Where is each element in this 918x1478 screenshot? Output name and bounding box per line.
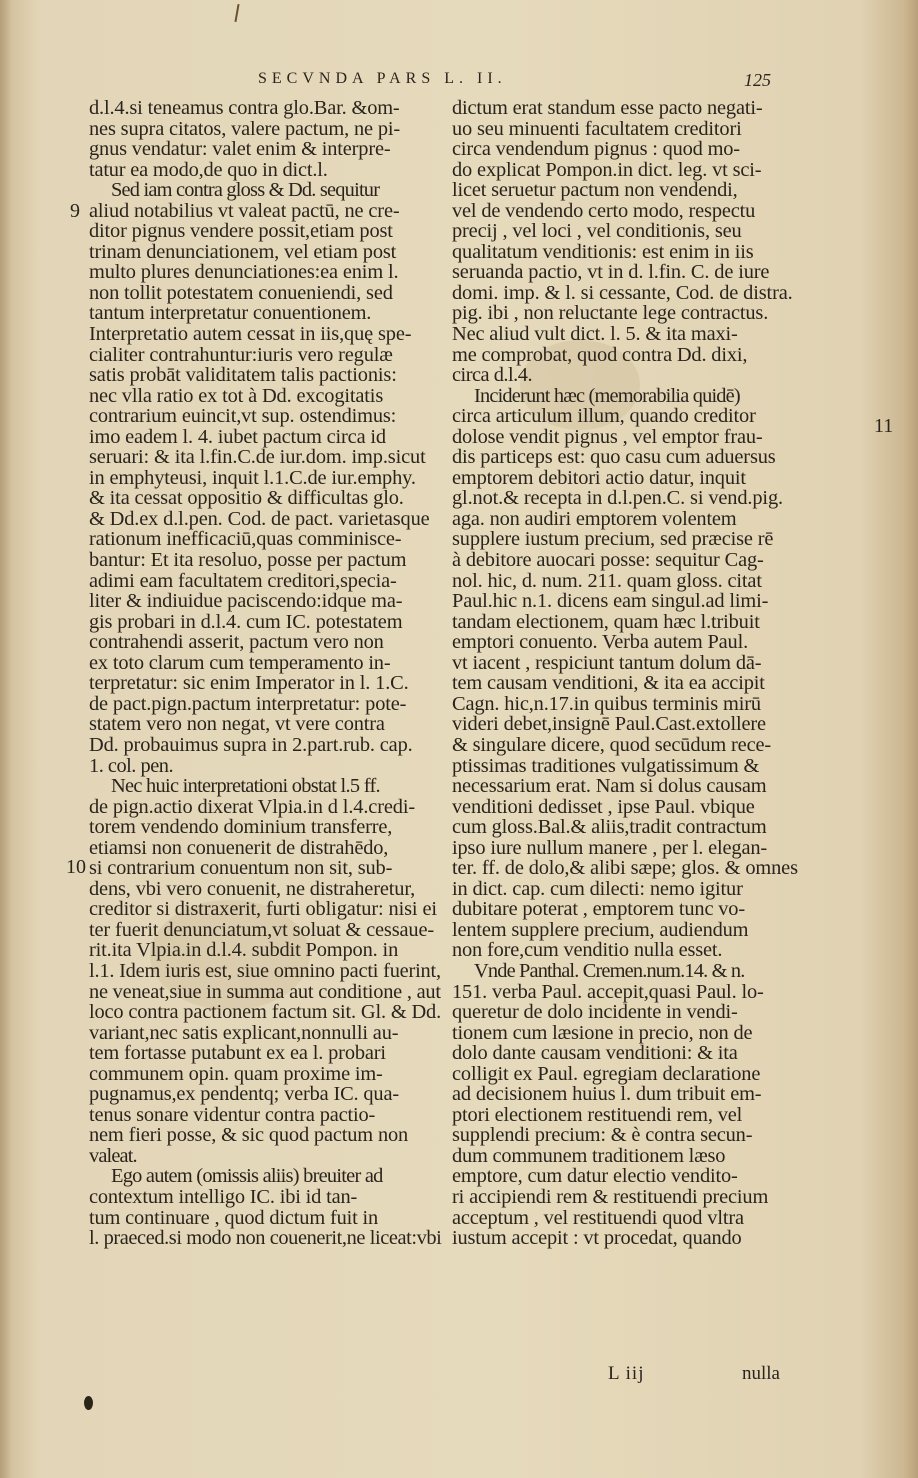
text-line: dolose vendit pignus , vel emptor frau- xyxy=(452,425,763,448)
text-line: tatur ea modo,de quo in dict.l. xyxy=(89,158,328,181)
text-line: dis particeps est: quo casu cum aduersus xyxy=(452,446,776,469)
text-line: cialiter contrahuntur:iuris vero regulæ xyxy=(89,343,393,366)
text-line: 1. col. pen. xyxy=(89,754,174,777)
text-line: supplere iustum precium, sed præcise rē xyxy=(452,528,774,551)
text-line: statem vero non negat, vt vere contra xyxy=(89,713,385,736)
text-line: liter & indiuidue paciscendo:idque ma- xyxy=(89,590,403,613)
text-line: emptorem debitori actio datur, inquit xyxy=(452,466,746,489)
text-line: rationum inefficaciū,quas comminisce- xyxy=(89,528,402,551)
text-line: ptissimas traditiones vulgatissimum & xyxy=(452,754,760,777)
text-line: tum continuare , quod dictum fuit in xyxy=(89,1206,379,1229)
text-line: tantum interpretatur conuentionem. xyxy=(89,302,372,325)
text-line: valeat. xyxy=(89,1144,137,1167)
text-line: ter. ff. de dolo,& alibi sæpe; glos. & omnes xyxy=(452,857,798,880)
text-line: lentem supplere precium, audiendum xyxy=(452,918,749,941)
text-line: l.1. Idem iuris est, siue omnino pacti fuerint, xyxy=(89,959,441,982)
text-line: venditioni dedisset , ipse Paul. vbique xyxy=(452,795,755,818)
text-line: dubitare poterat , emptorem tunc vo- xyxy=(452,898,745,921)
text-line: cum gloss.Bal.& aliis,tradit contractum xyxy=(452,816,767,839)
text-line: domi. imp. & l. si cessante, Cod. de distra. xyxy=(452,281,793,304)
text-line: de pact.pign.pactum interpretatur: pote- xyxy=(89,692,407,715)
text-line: contextum intelligo IC. ibi id tan- xyxy=(89,1185,358,1208)
text-line: rit.ita Vlpia.in d.l.4. subdit Pompon. in xyxy=(89,939,399,962)
text-line: ipso iure nullum manere , per l. elegan- xyxy=(452,836,768,859)
text-line: gnus vendatur: valet enim & interpre- xyxy=(89,138,391,161)
text-line: aliud notabilius vt valeat pactū, ne cre- xyxy=(89,199,400,222)
text-line: dens, vbi vero conuenit, ne distraheretur, xyxy=(89,877,416,900)
text-line: gl.not.& recepta in d.l.pen.C. si vend.pig. xyxy=(452,487,783,510)
text-line: ri accipiendi rem & restituendi precium xyxy=(452,1185,769,1208)
text-line: nec vlla ratio ex tot à Dd. excogitatis xyxy=(89,384,384,407)
text-line: Dd. probauimus supra in 2.part.rub. cap. xyxy=(89,733,413,756)
text-line: do explicat Pompon.in dict. leg. vt sci- xyxy=(452,158,762,181)
text-line: non tollit potestatem conueniendi, sed xyxy=(89,281,393,304)
page-number: 125 xyxy=(744,70,771,90)
text-line: Ego autem (omissis aliis) breuiter ad xyxy=(111,1165,383,1188)
ink-blot xyxy=(84,1396,93,1410)
text-line: ne veneat,siue in summa aut conditione , aut xyxy=(89,980,441,1003)
margin-number: 10 xyxy=(66,856,86,878)
text-line: & Dd.ex d.l.pen. Cod. de pact. varietasque xyxy=(89,507,430,530)
text-line: tem causam venditioni, & ita ea accipit xyxy=(452,672,765,695)
text-line: ditor pignus vendere possit,etiam post xyxy=(89,220,393,243)
text-line: loco contra pactionem factum sit. Gl. & Dd. xyxy=(89,1001,442,1024)
running-title: SECVNDA PARS L. II. xyxy=(258,70,507,87)
catchword: nulla xyxy=(742,1363,780,1384)
text-line: Nec aliud vult dict. l. 5. & ita maxi- xyxy=(452,323,738,346)
text-line: uo seu minuenti facultatem creditori xyxy=(452,117,742,140)
text-line: seruari: & ita l.fin.C.de iur.dom. imp.sicut xyxy=(89,446,426,469)
text-line: acceptum , vel restituendi quod vltra xyxy=(452,1206,744,1229)
text-line: Interpretatio autem cessat in iis,quę spe- xyxy=(89,323,412,346)
text-line: ter fuerit denunciatum,vt soluat & cessaue- xyxy=(89,918,435,941)
text-line: nol. hic, d. num. 211. quam gloss. citat xyxy=(452,569,762,592)
text-line: circa vendendum pignus : quod mo- xyxy=(452,138,740,161)
text-line: videri debet,insignē Paul.Cast.extollere xyxy=(452,713,766,736)
text-line: dictum erat standum esse pacto negati- xyxy=(452,97,763,119)
text-line: iustum accepit : vt procedat, quando xyxy=(452,1227,742,1250)
text-line: imo eadem l. 4. iubet pactum circa id xyxy=(89,425,386,448)
text-line: dolo dante causam venditioni: & ita xyxy=(452,1042,738,1065)
text-line: Nec huic interpretationi obstat l.5 ff. xyxy=(111,775,380,798)
text-line: colligit ex Paul. egregiam declaratione xyxy=(452,1062,761,1085)
text-line: pig. ibi , non reluctante lege contractus. xyxy=(452,302,769,325)
text-line: non fore,cum venditio nulla esset. xyxy=(452,939,723,962)
text-line: communem opin. quam proxime im- xyxy=(89,1062,383,1085)
text-line: ex toto clarum cum temperamento in- xyxy=(89,651,391,674)
text-line: tionem cum læsione in precio, non de xyxy=(452,1021,753,1044)
text-line: Inciderunt hæc (memorabilia quidē) xyxy=(474,384,740,407)
text-line: etiamsi non conuenerit de distrahēdo, xyxy=(89,836,389,859)
text-line: si contrarium conuentum non sit, sub- xyxy=(89,857,393,880)
text-line: Paul.hic n.1. dicens eam singul.ad limi- xyxy=(452,590,769,613)
text-line: emptori conuento. Verba autem Paul. xyxy=(452,631,749,654)
text-line: vt iacent , respiciunt tantum dolum dā- xyxy=(452,651,762,674)
text-line: aga. non audiri emptorem volentem xyxy=(452,507,737,530)
text-line: multo plures denunciationes:ea enim l. xyxy=(89,261,399,284)
text-line: circa d.l.4. xyxy=(452,364,533,387)
text-line: satis probāt validitatem talis pactionis: xyxy=(89,364,397,387)
text-line: qualitatum venditionis: est enim in iis xyxy=(452,240,754,263)
text-line: ad decisionem huius l. dum tribuit em- xyxy=(452,1083,762,1106)
text-line: creditor si distraxerit, furti obligatur: nisi ei xyxy=(89,898,437,921)
text-line: seruanda pactio, vt in d. l.fin. C. de iure xyxy=(452,261,770,284)
text-line: dum communem traditionem læso xyxy=(452,1144,726,1167)
text-line: à debitore auocari posse: sequitur Cag- xyxy=(452,549,764,572)
text-line: contrahendi asserit, pactum vero non xyxy=(89,631,384,654)
signature-mark: L iij xyxy=(608,1363,645,1384)
text-line: licet seruetur pactum non vendendi, xyxy=(452,179,738,202)
text-line: queretur de dolo incidente in vendi- xyxy=(452,1001,738,1024)
text-line: tenus sonare videntur contra pactio- xyxy=(89,1103,376,1126)
text-line: contrarium euincit,vt sup. ostendimus: xyxy=(89,405,397,428)
text-line: circa articulum illum, quando creditor xyxy=(452,405,756,428)
margin-number: 11 xyxy=(874,415,894,437)
text-line: nem fieri posse, & sic quod pactum non xyxy=(89,1124,409,1147)
text-line: variant,nec satis explicant,nonnulli au- xyxy=(89,1021,399,1044)
text-line: Vnde Panthal. Cremen.num.14. & n. xyxy=(474,959,745,982)
text-line: pugnamus,ex pendentq; verba IC. qua- xyxy=(89,1083,399,1106)
left-text-column xyxy=(89,98,447,1249)
text-line: de pign.actio dixerat Vlpia.in d l.4.credi- xyxy=(89,795,416,818)
right-text-column xyxy=(452,98,810,1249)
text-line: & singulare dicere, quod secūdum rece- xyxy=(452,733,771,756)
text-line: in emphyteusi, inquit l.1.C.de iur.emphy. xyxy=(89,466,416,489)
text-line: emptore, cum datur electio vendito- xyxy=(452,1165,738,1188)
text-line: trinam denunciationem, vel etiam post xyxy=(89,240,397,263)
text-line: precij , vel loci , vel conditionis, seu xyxy=(452,220,742,243)
text-line: bantur: Et ita resoluo, posse per pactum xyxy=(89,549,407,572)
text-line: l. praeced.si modo non couenerit,ne liceat:vbi xyxy=(89,1227,442,1250)
text-line: me comprobat, quod contra Dd. dixi, xyxy=(452,343,748,366)
margin-number: 9 xyxy=(70,200,80,222)
text-line: & ita cessat oppositio & difficultas glo. xyxy=(89,487,404,510)
text-line: torem vendendo dominium transferre, xyxy=(89,816,393,839)
text-line: Sed iam contra gloss & Dd. sequitur xyxy=(111,179,380,202)
text-line: tandam electionem, quam hæc l.tribuit xyxy=(452,610,760,633)
text-line: tem fortasse putabunt ex ea l. probari xyxy=(89,1042,386,1065)
page-header xyxy=(0,70,918,94)
text-line: in dict. cap. cum dilecti: nemo igitur xyxy=(452,877,743,900)
text-line: vel de vendendo certo modo, respectu xyxy=(452,199,756,222)
text-line: ptori electionem restituendi rem, vel xyxy=(452,1103,743,1126)
text-line: terpretatur: sic enim Imperator in l. 1.C. xyxy=(89,672,409,695)
text-line: adimi eam facultatem creditori,specia- xyxy=(89,569,397,592)
text-line: d.l.4.si teneamus contra glo.Bar. &om- xyxy=(89,97,400,119)
text-line: Cagn. hic,n.17.in quibus terminis mirū xyxy=(452,692,761,715)
ink-mark xyxy=(234,4,239,22)
text-line: necessarium erat. Nam si dolus causam xyxy=(452,775,767,798)
text-line: 151. verba Paul. accepit,quasi Paul. lo- xyxy=(452,980,764,1003)
text-line: gis probari in d.l.4. cum IC. potestatem xyxy=(89,610,403,633)
text-line: nes supra citatos, valere pactum, ne pi- xyxy=(89,117,401,140)
text-line: supplendi precium: & è contra secun- xyxy=(452,1124,753,1147)
